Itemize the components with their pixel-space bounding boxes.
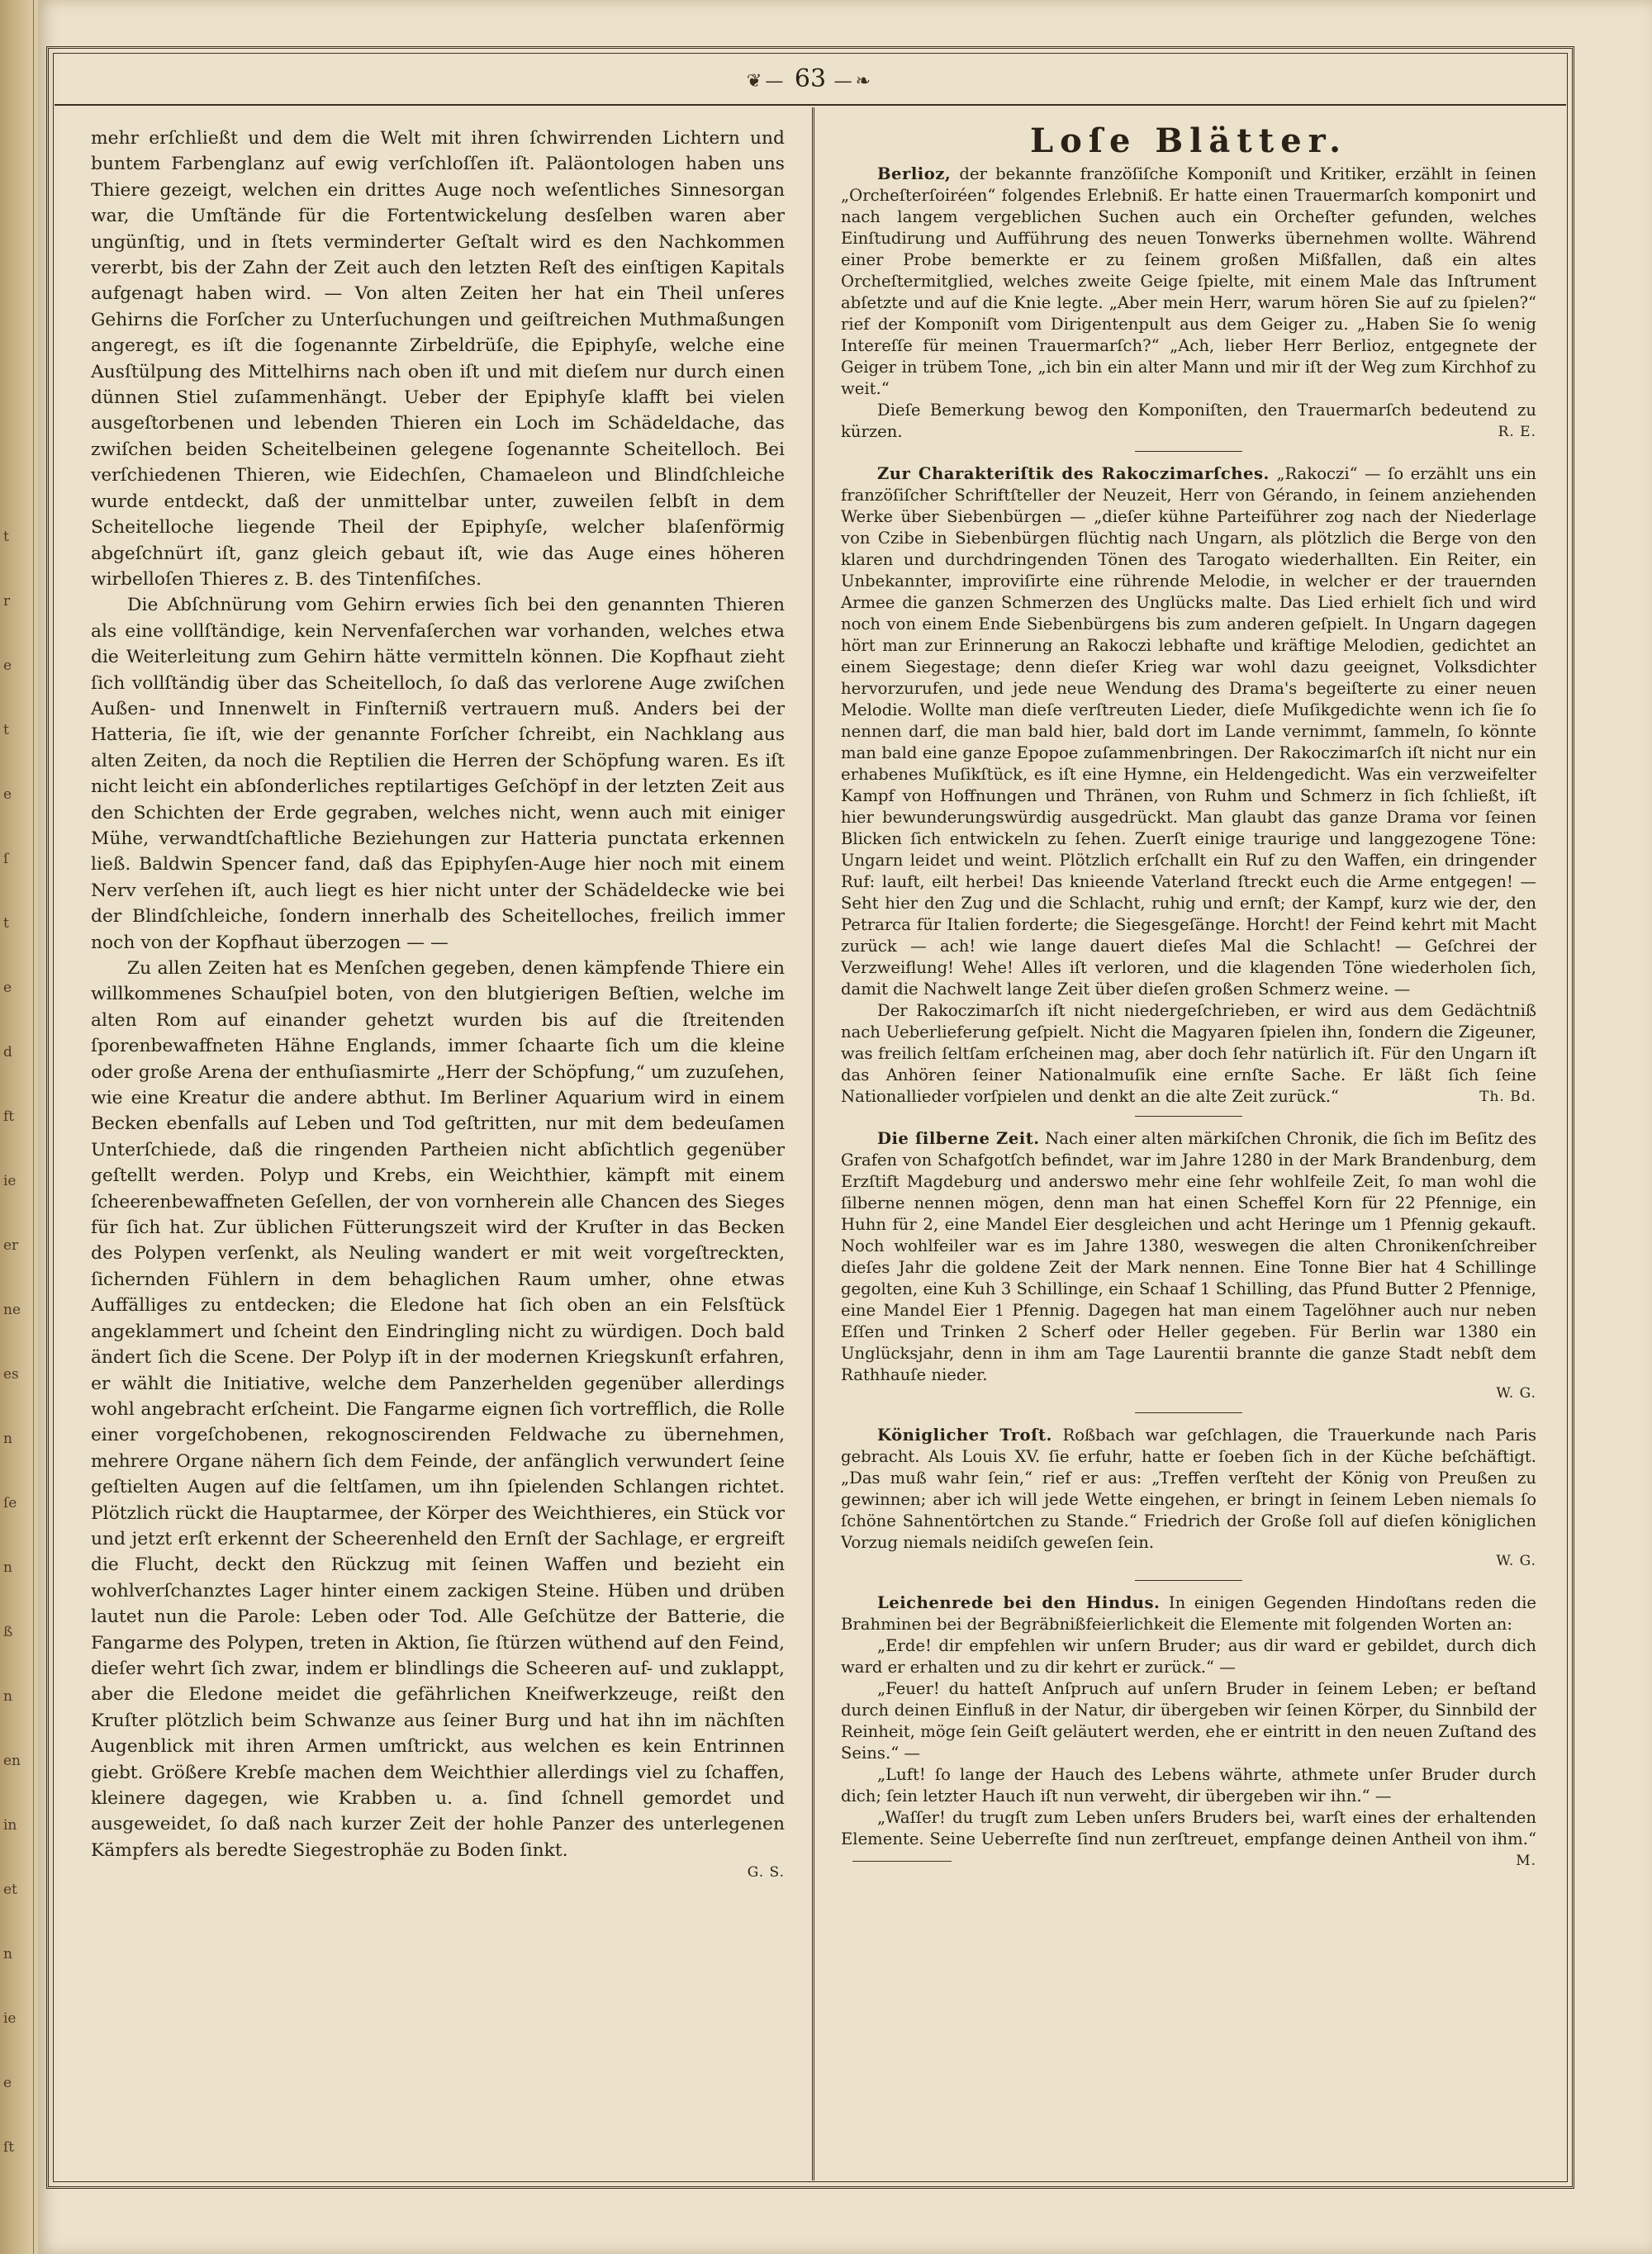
quote-paragraph: „Erde! dir empfehlen wir unſern Bruder; aus dir ward er gebildet, durch dich ward er erhalten und zu dir kehrt er zurück.“ — [841, 1636, 1536, 1677]
adjacent-page-fragment: ne [3, 1302, 21, 1318]
quote-paragraph: „Luft! ſo lange der Hauch des Lebens währte, athmete unſer Bruder durch dich; ſein letzter Hauch iſt nun verweht, dir übergeben wir ihn.“ — [841, 1765, 1536, 1806]
adjacent-page-fragment: r [3, 593, 11, 610]
adjacent-page-fragment: t [3, 915, 9, 932]
adjacent-page-fragment: en [3, 1753, 21, 1769]
article-heading: Leichenrede bei den Hindus. [877, 1593, 1161, 1612]
adjacent-page-fragment: ß [3, 1624, 13, 1640]
adjacent-page-fragment: ſ [3, 851, 9, 867]
separator-rule [1135, 451, 1242, 452]
article-heading: Zur Charakteriſtik des Rakoczimarſches. [877, 464, 1270, 483]
adjacent-page-fragment: er [3, 1237, 19, 1254]
article-signature: R. E. [1498, 424, 1536, 440]
article-heading: Berlioz, [877, 164, 952, 183]
adjacent-page-fragment: t [3, 722, 9, 738]
adjacent-page-fragment: e [3, 2075, 12, 2091]
header-rule [55, 104, 1566, 106]
adjacent-page-fragment: n [3, 1559, 12, 1576]
article-heading: Die ſilberne Zeit. [877, 1129, 1040, 1148]
adjacent-page-fragment: ft [3, 1108, 15, 1125]
left-column [91, 126, 785, 1886]
article-signature: W. G. [1496, 1553, 1536, 1569]
article-body: Nach einer alten märkiſchen Chronik, die ſich im Beſitz des Grafen von Schafgotſch befindet, war im Jahre 1280 in der Mark Brandenburg, dem Erzſtift Magdeburg und anderswo mehr eine ſehr wohlfeile Zeit, ſo man wohl die ſilberne nennen mögen, denn man hat einen Scheffel Korn für 22 Pfennige, ein Huhn für 2, eine Mandel Eier desgleichen und acht Heringe um 1 Pfennig gekauft. Noch wohlfeiler war es im Jahre 1380, weswegen die alten Chronikenſchreiber dieſes Jahr die goldene Zeit der Mark nennen. Eine Tonne Bier hat 4 Schillinge gegolten, eine Kuh 3 Schillinge, ein Schaaf 1 Schilling, das Pfund Butter 2 Pfennige, eine Mandel Eier 1 Pfennig. Dagegen hat man einem Tagelöhner auch nur neben Eſſen und Trinken 2 Scherf oder Heller gegeben. Für Berlin war 1380 ein Unglücksjahr, denn in ihm am Tage Laurentii brannte die ganze Stadt nebſt dem Rathhauſe nieder. [841, 1129, 1536, 1384]
adjacent-page-fragment: n [3, 1946, 12, 1962]
article-body: Der Rakoczimarſch iſt nicht niedergeſchrieben, er wird aus dem Gedächtniß nach Ueberlieferung geſpielt. Nicht die Magyaren ſpielen ihn, ſondern die Zigeuner, was freilich ſeltſam erſcheinen mag, aber doch ſehr natürlich iſt. Für den Ungarn iſt das Anhören ſeiner Nationalmuſik eine ernſte Sache. Er läßt ſich ſeine Nationallieder vorſpielen und denkt an die alte Zeit zurück.“ [841, 1001, 1536, 1106]
left-ornament-icon: ❦— [746, 71, 787, 92]
adjacent-page-fragment: t [3, 529, 9, 545]
adjacent-page-fragment: ſe [3, 1495, 17, 1511]
article-rakoczi [841, 463, 1536, 1108]
adjacent-page-fragment: ie [3, 1173, 17, 1189]
quote-paragraph: „Feuer! du hatteſt Anſpruch auf unſern Bruder in ſeinem Leben; er beſtand durch deinen Einfluß in der Natur, dir übergeben wir ſeinen Körper, du Sinnbild der Reinheit, möge ſein Geiſt geläutert werden, ehe er eintritt in den neuen Zuſtand des Seins.“ — [841, 1679, 1536, 1763]
article-leichenrede [841, 1592, 1536, 1872]
article-body: Dieſe Bemerkung bewog den Komponiſten, den Trauermarſch bedeutend zu kürzen. [841, 401, 1536, 441]
adjacent-page-edge [0, 0, 34, 2254]
article-berlioz [841, 164, 1536, 443]
adjacent-page-fragment: d [3, 1044, 12, 1061]
adjacent-page-fragment: ie [3, 2010, 17, 2027]
article-signature: Th. Bd. [1479, 1089, 1536, 1105]
article-signature: G. S. [747, 1864, 785, 1881]
right-ornament-icon: —❧ [833, 71, 875, 92]
separator-rule [1135, 1412, 1242, 1413]
adjacent-page-fragment: in [3, 1817, 17, 1834]
article-koeniglicher-trost [841, 1425, 1536, 1572]
right-column [841, 121, 1537, 1880]
separator-rule [1135, 1580, 1242, 1581]
adjacent-page-fragment: n [3, 1688, 12, 1705]
section-title: Loſe Blätter. [1029, 121, 1348, 160]
article-body: der bekannte franzöſiſche Komponiſt und Kritiker, erzählt in ſeinen „Orcheſterſoiréen“ folgendes Erlebniß. Er hatte einen Trauermarſch komponirt und nach langem vergeblichen Suchen auch ein Orcheſter gefunden, welches Einſtudirung und Aufführung des neuen Tonwerks übernehmen wollte. Während einer Probe bemerkte er zu ſeinem großen Mißfallen, daß ein altes Orcheſtermitglied, welches zweite Geige ſpielte, mit einem Male das Inſtrument abſetzte und auf die Knie legte. „Aber mein Herr, warum hören Sie auf zu ſpielen?“ rief der Komponiſt vom Dirigentenpult aus dem Geiger zu. „Haben Sie ſo wenig Intereſſe für meinen Trauermarſch?“ „Ach, lieber Herr Berlioz, entgegnete der Geiger in trübem Tone, „ich bin ein alter Mann und mir iſt der Weg zum Kirchhof zu weit.“ [841, 164, 1536, 398]
article-paragraph: mehr erſchließt und dem die Welt mit ihren ſchwirrenden Lichtern und buntem Farbenglanz auf ewig verſchloſſen iſt. Paläontologen haben uns Thiere gezeigt, welchen ein drittes Auge noch weſentliches Sinnesorgan war, die Umſtände für die Fortentwickelung desſelben waren aber ungünſtig, und in ſtets verminderter Geſtalt wird es den Nachkommen vererbt, bis der Zahn der Zeit auch den letzten Reſt des einſtigen Kapitals aufgenagt haben wird. — Von alten Zeiten her hat ein Theil unſeres Gehirns die Forſcher zu Unterſuchungen und geiſtreichen Muthmaßungen angeregt, es iſt die ſogenannte Zirbeldrüſe, die Epiphyſe, welche eine Ausſtülpung des Mittelhirns nach oben iſt und mit dieſem nur durch einen dünnen Stiel zuſammenhängt. Ueber der Epiphyſe klafft bei vielen ausgeſtorbenen und lebenden Thieren ein Loch im Schädeldache, das zwiſchen beiden Scheitelbeinen gelegene ſogenannte Scheitelloch. Bei verſchiedenen Thieren, wie Eidechſen, Chamaeleon und Blindſchleiche wurde entdeckt, daß der unmittelbar unter, zuweilen ſelbſt in dem Scheitelloche liegende Theil der Epiphyſe, welcher blaſenförmig abgeſchnürt iſt, ganz gleich gebaut iſt, wie das Auge eines höheren wirbelloſen Thieres z. B. des Tintenfiſches. [91, 128, 785, 590]
adjacent-page-fragment: e [3, 657, 12, 674]
page-header [46, 61, 1574, 97]
article-body: In einigen Gegenden Hindoſtans reden die Brahminen bei der Begräbnißfeierlichkeit die Elemente mit folgenden Worten an: [841, 1593, 1536, 1634]
page-number: 63 [794, 64, 827, 93]
article-body: „Rakoczi“ — ſo erzählt uns ein franzöſiſcher Schriftſteller der Neuzeit, Herr von Gérando, in ſeinem anziehenden Werke über Siebenbürgen — „dieſer kühne Parteiführer zog nach der Niederlage von Czibe in Siebenbürgen flüchtig nach Ungarn, als plötzlich die Berge von den klaren und durchdringenden Tönen des Tarogato wiederhallten. Ein Reiter, ein Unbekannter, improviſirte eine rührende Melodie, in welcher er der trauernden Armee die ganzen Schmerzen des Unglücks malte. Das Lied erhielt ſich und wird noch von einem Ende Siebenbürgens bis zum anderen geſpielt. In Ungarn dagegen hört man zur Erinnerung an Rakoczi lebhafte und kräftige Melodien, gedichtet an einem Siegestage; denn dieſer Krieg war wohl dazu geeignet, Volksdichter hervorzurufen, und jede neue Wendung des Drama's begeiſterte zu einer neuen Melodie. Wollte man dieſe verſtreuten Lieder, dieſe Muſikgedichte wenn ich ſie ſo nennen darf, die man bald hier, bald dort im Lande vernimmt, ſammeln, ſo könnte man bald eine ganze Epopoe zuſammenbringen. Der Rakoczimarſch iſt nicht nur ein erhabenes Muſikſtück, es iſt eine Hymne, ein Heldengedicht. Was ein verzweifelter Kampf von Hoffnungen und Thränen, von Ruhm und Schmerz in ſich ſchließt, iſt hier bewunderungswürdig ausgedrückt. Man glaubt das ganze Drama vor ſeinen Blicken ſich entwickeln zu ſehen. Zuerſt einige traurige und langgezogene Töne: Ungarn leidet und weint. Plötzlich erſchallt ein Ruf zu den Waffen, ein dringender Ruf: lauft, eilt herbei! Das knieende Vaterland ſtreckt euch die Arme entgegen! — Seht hier den Zug und die Schlacht, ruhig und ernſt; der Kampf, kurz wie der, den Petrarca für Italien forderte; die Siegesgeſänge. Horcht! der Feind kehrt mit Macht zurück — ach! wie lange dauert dieſes Mal die Schlacht! — Geſchrei der Verzweiflung! Wehe! Alles iſt verloren, und die klagenden Töne wiederholen ſich, damit die Nachwelt lange Zeit über dieſen großen Schmerz weine. — [841, 464, 1536, 999]
article-paragraph: Zu allen Zeiten hat es Menſchen gegeben, denen kämpfende Thiere ein willkommenes Schauſpiel boten, von den blutgierigen Beſtien, welche im alten Rom auf einander gehetzt wurden bis auf die ſtreitenden ſporenbewaffneten Hähne Englands, immer ſchaarte ſich um die kleine oder große Arena der enthuſiasmirte „Herr der Schöpfung,“ um zuzuſehen, wie eine Kreatur die andere abthut. Im Berliner Aquarium wird in einem Becken ebenfalls auf Leben und Tod geſtritten, nur mit dem bedeuſamen Unterſchiede, daß die ringenden Partheien nicht abſichtlich gegenüber geſtellt werden. Polyp und Krebs, ein Weichthier, kämpft mit einem ſcheerenbewaffneten Geſellen, der von vornherein alle Chancen des Sieges für ſich hat. Zur üblichen Fütterungszeit wird der Kruſter in das Becken des Polypen verſenkt, als Neuling wandert er mit weit vorgeſtreckten, ſichernden Fühlern in dem behaglichen Raum umher, ohne etwas Auffälliges zu entdecken; die Eledone hat ſich oben an ein Felsſtück angeklammert und ſcheint den Eindringling nicht zu würdigen. Doch bald ändert ſich die Scene. Der Polyp iſt in der modernen Kriegskunſt erfahren, er wählt die Initiative, welche dem Panzerhelden gegenüber allerdings wohl angebracht erſcheint. Die Fangarme eignen ſich vortrefflich, die Rolle einer vorgeſchobenen, rekognoscirenden Feldwache zu übernehmen, mehrere Organe nähern ſich dem Feinde, der anfänglich verwundert ſeine geſtielten Augen auf die ſeltſamen, um ihn ſpielenden Schlangen richtet. Plötzlich rückt die Hauptarmee, der Körper des Weichthieres, ein Stück vor und jetzt erſt erkennt der Scheerenheld den Ernſt der Sachlage, er ergreift die Flucht, deckt den Rückzug mit ſeinen Waffen und bezieht ein wohlverſchanztes Lager hinter einem zackigen Steine. Hüben und drüben lautet nun die Parole: Leben oder Tod. Alle Geſchütze der Batterie, die Fangarme des Polypen, treten in Aktion, ſie ſtürzen wüthend auf den Feind, dieſer wehrt ſich zwar, indem er blindlings die Scheeren auf- und zuklappt, aber die Eledone meidet die gefährlichen Kneifwerkzeuge, reißt den Kruſter plötzlich beim Schwanze aus ſeiner Burg und hat ihn im nächſten Augenblick mit ihren Armen umſtrickt, aus welchen es kein Entrinnen giebt. Größere Krebſe machen dem Weichthier allerdings viel zu ſchaffen, kleinere dagegen, wie Krabben u. a. ſind ſchnell gemordet und ausgeweidet, ſo daß nach kurzer Zeit der hohle Panzer des unterlegenen Kämpfers als beredte Siegestrophäe zu Boden ſinkt. [91, 958, 785, 1861]
article-heading: Königlicher Troſt. [877, 1426, 1052, 1445]
separator-rule [1135, 1116, 1242, 1117]
end-rule [852, 1861, 952, 1862]
adjacent-page-fragment: ſt [3, 2139, 15, 2156]
article-body: Roßbach war geſchlagen, die Trauerkunde nach Paris gebracht. Als Louis XV. ſie erfuhr, hatte er ſoeben ſich in der Küche beſchäftigt. „Das muß wahr ſein,“ rief er aus: „Treffen verſteht der König von Preußen zu gewinnen; aber ich will jede Wette eingehen, er bringt in ſeinem Leben niemals ſo ſchöne Sahnentörtchen zu Stande.“ Friedrich der Große ſoll auf dieſen königlichen Vorzug niemals neidiſch geweſen ſein. [841, 1426, 1537, 1552]
adjacent-page-fragment: e [3, 786, 12, 803]
article-signature: W. G. [1496, 1385, 1536, 1402]
adjacent-page-fragment: es [3, 1366, 19, 1383]
adjacent-page-fragment: e [3, 980, 12, 996]
article-signature: M. [1516, 1853, 1536, 1869]
adjacent-page-fragment: et [3, 1881, 17, 1898]
article-paragraph: Die Abſchnürung vom Gehirn erwies ſich bei den genannten Thieren als eine vollſtändige, kein Nervenfaſerchen war vorhanden, welches etwa die Weiterleitung zum Gehirn hätte vermitteln können. Die Kopfhaut zieht ſich vollſtändig über das Scheitelloch, ſo daß das verlorene Auge zwiſchen Außen- und Innenwelt in Finſterniß vertrauern muß. Anders bei der Hatteria, ſie iſt, wie der genannte Forſcher ſchreibt, ein Nachklang aus alten Zeiten, da noch die Reptilien die Herren der Schöpfung waren. Es iſt nicht leicht ein abſonderliches reptilartiges Geſchöpf in der letzten Zeit aus den Schichten der Erde gegraben, welches nicht, wenn auch mit einiger Mühe, verwandtſchaftliche Beziehungen zur Hatteria punctata erkennen ließ. Baldwin Spencer fand, daß das Epiphyſen-Auge hier noch mit einem Nerv verſehen iſt, auch liegt es hier nicht unter der Schädeldecke wie bei der Blindſchleiche, ſondern innerhalb des Scheitelloches, freilich immer noch von der Kopfhaut überzogen — — [91, 595, 785, 953]
quote-paragraph: „Waſſer! du trugſt zum Leben unſers Bruders bei, warſt eines der erhaltenden Elemente. Seine Ueberreſte ſind nun zerſtreuet, empfange deinen Antheil von ihm.“ [841, 1808, 1536, 1848]
column-divider [812, 107, 814, 2180]
adjacent-page-fragment: n [3, 1431, 12, 1447]
article-silberne-zeit [841, 1128, 1536, 1404]
